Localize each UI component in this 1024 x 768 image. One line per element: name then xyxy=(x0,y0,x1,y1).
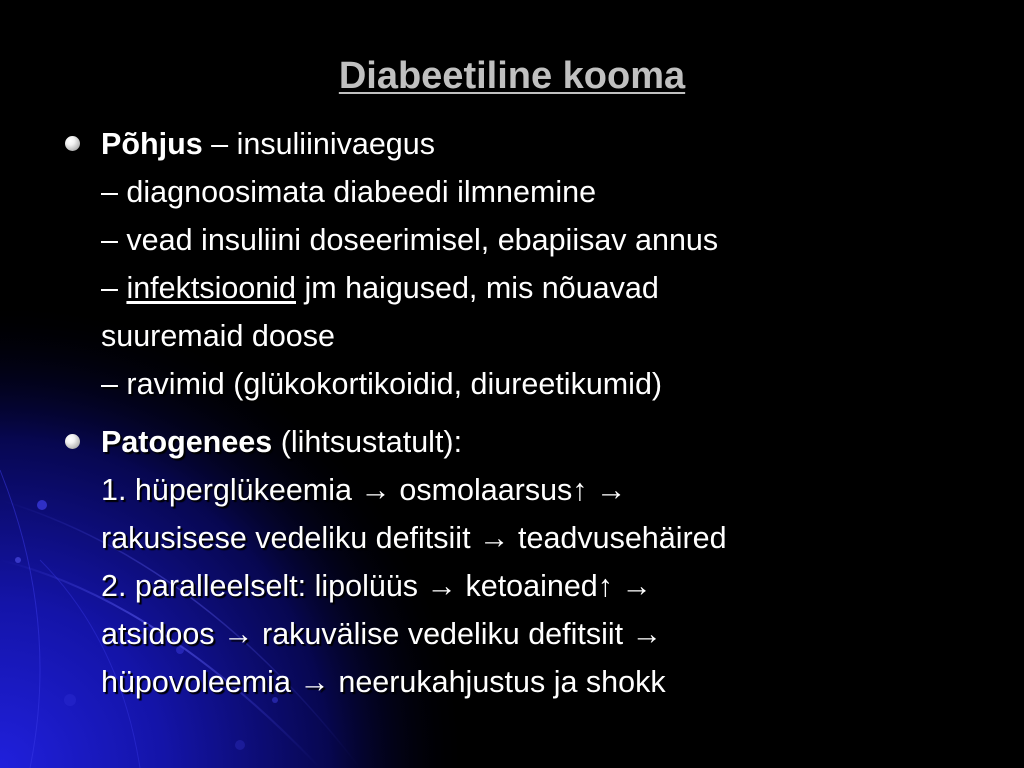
bullet-item-cause xyxy=(60,120,960,408)
cause-line: – ravimid (glükokortikoidid, diureetikumid) xyxy=(101,367,663,401)
pathogenesis-heading-line xyxy=(101,418,960,466)
cause-heading: Põhjus xyxy=(101,127,203,161)
pathogenesis-line: 2. paralleelselt: lipolüüs → ketoained↑ → xyxy=(101,569,652,603)
cause-infection-line xyxy=(101,264,960,312)
bullet-item-pathogenesis xyxy=(60,418,960,706)
pathogenesis-line: atsidoos → rakuvälise vedeliku defitsiit → xyxy=(101,617,663,651)
pathogenesis-line: rakusisese vedeliku defitsiit → teadvusehäired xyxy=(101,521,727,555)
cause-heading-rest: – insuliinivaegus xyxy=(202,127,435,161)
cause-infection-continuation: suuremaid doose xyxy=(101,319,335,353)
infection-rest: jm haigused, mis nõuavad xyxy=(296,271,659,305)
pathogenesis-line: hüpovoleemia → neerukahjustus ja shokk xyxy=(101,665,666,699)
bullet-dot-icon xyxy=(65,136,80,151)
pathogenesis-line: 1. hüperglükeemia → osmolaarsus↑ → xyxy=(101,473,627,507)
infection-link[interactable]: infektsioonid xyxy=(126,271,296,305)
pathogenesis-heading-rest: (lihtsustatult): xyxy=(272,425,463,459)
infection-prefix: – xyxy=(101,271,127,305)
cause-line: – vead insuliini doseerimisel, ebapiisav annus xyxy=(101,223,719,257)
bullet-dot-icon xyxy=(65,434,80,449)
cause-line: – diagnoosimata diabeedi ilmnemine xyxy=(101,175,597,209)
slide-title: Diabeetiline kooma xyxy=(338,55,686,97)
pathogenesis-heading: Patogenees xyxy=(101,425,273,459)
cause-heading-line xyxy=(101,120,960,168)
bullet-list xyxy=(60,120,960,706)
